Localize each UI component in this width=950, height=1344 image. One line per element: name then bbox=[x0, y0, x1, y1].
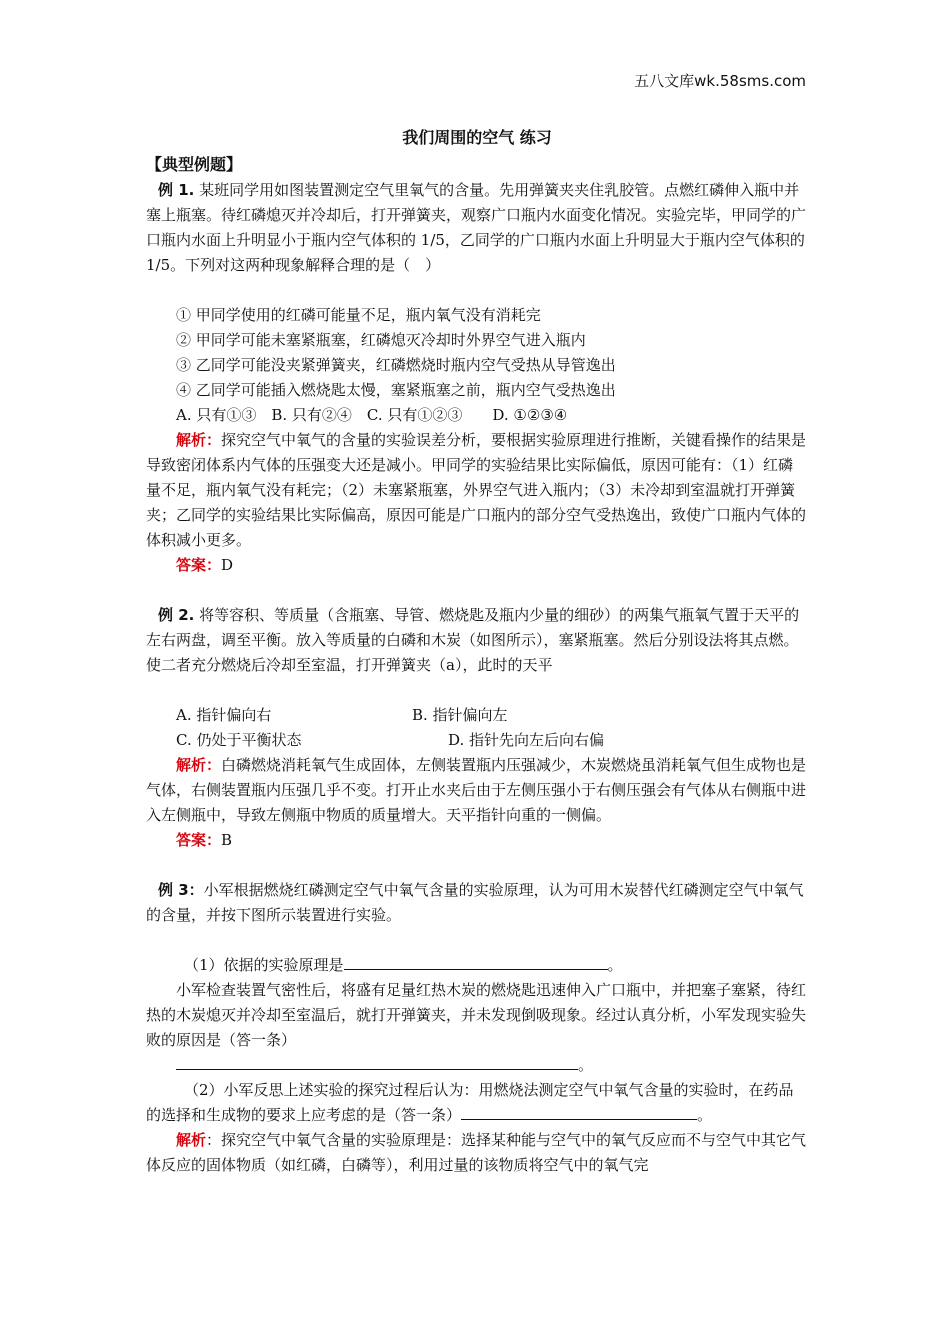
q1-options: A. 只有①③ B. 只有②④ C. 只有①②③ D. ①②③④ bbox=[176, 406, 568, 424]
q2-option-d: D. 指针先向左后向右偏 bbox=[448, 731, 605, 749]
q2-options-row bbox=[146, 728, 808, 753]
q3-part2: （2）小军反思上述实验的探究过程后认为：用燃烧法测定空气中氧气含量的实验时，在药品的选择和生成物的要求上应考虑的是（答一条） 。 bbox=[146, 1081, 794, 1124]
q2-option-b: B. 指针偏向左 bbox=[412, 706, 508, 724]
document-content bbox=[146, 124, 808, 1178]
q1-label: 例 1. bbox=[158, 181, 195, 199]
q3-blank-1[interactable] bbox=[344, 953, 608, 970]
section-heading: 【典型例题】 bbox=[146, 155, 243, 174]
q1-item: ① 甲同学使用的红磷可能量不足，瓶内氧气没有消耗完 bbox=[176, 306, 541, 324]
q3-blank-2[interactable] bbox=[176, 1053, 578, 1070]
q3-analysis: 解析：探究空气中氧气含量的实验原理是：选择某种能与空气中的氧气反应而不与空气中其它气体反应的固体物质（如红磷，白磷等），利用过量的该物质将空气中的氧气完 bbox=[146, 1131, 807, 1174]
q3-part1: （1）依据的实验原理是 。 bbox=[146, 953, 808, 978]
q3-blank-3[interactable] bbox=[461, 1103, 697, 1120]
q2-options-row bbox=[146, 703, 808, 728]
q2-answer: 答案：B bbox=[176, 831, 233, 849]
q1-item: ③ 乙同学可能没夹紧弹簧夹，红磷燃烧时瓶内空气受热从导管逸出 bbox=[176, 356, 616, 374]
q3-blank-2-line: 。 bbox=[146, 1053, 808, 1078]
page-title: 我们周围的空气 练习 bbox=[402, 128, 552, 147]
q2-option-c: C. 仍处于平衡状态 bbox=[176, 731, 302, 749]
q3-label: 例 3： bbox=[158, 881, 204, 899]
q2-option-a: A. 指针偏向右 bbox=[176, 706, 272, 724]
q3-part1-detail: 小军检查装置气密性后，将盛有足量红热木炭的燃烧匙迅速伸入广口瓶中，并把塞子塞紧，待红热的木炭熄灭并冷却至室温后，就打开弹簧夹，并未发现倒吸现象。经过认真分析，小军发现实验失败的原因是（答一条） bbox=[146, 981, 807, 1049]
q3-stem: 例 3：小军根据燃烧红磷测定空气中氧气含量的实验原理，认为可用木炭替代红磷测定空气中氧气的含量，并按下图所示装置进行实验。 bbox=[146, 881, 804, 924]
q1-answer: 答案：D bbox=[176, 556, 234, 574]
site-header: 五八文库wk.58sms.com bbox=[634, 72, 806, 90]
q2-label: 例 2. bbox=[158, 606, 195, 624]
q1-item: ② 甲同学可能未塞紧瓶塞，红磷熄灭冷却时外界空气进入瓶内 bbox=[176, 331, 586, 349]
q1-analysis: 解析：探究空气中氧气的含量的实验误差分析，要根据实验原理进行推断，关键看操作的结果是导致密闭体系内气体的压强变大还是减小。甲同学的实验结果比实际偏低，原因可能有：（1）红磷量不足，瓶内氧气没有耗完；（2）未塞紧瓶塞，外界空气进入瓶内；（3）未冷却到室温就打开弹簧夹；乙同学的实验结果比实际偏高，原因可能是广口瓶内的部分空气受热逸出，致使广口瓶内气体的体积减小更多。 bbox=[146, 431, 807, 549]
q2-stem: 例 2. 将等容积、等质量（含瓶塞、导管、燃烧匙及瓶内少量的细砂）的两集气瓶氧气置于天平的左右两盘，调至平衡。放入等质量的白磷和木炭（如图所示），塞紧瓶塞。然后分别设法将其点燃。使二者充分燃烧后冷却至室温，打开弹簧夹（a），此时的天平 bbox=[146, 606, 800, 674]
q2-analysis: 解析：白磷燃烧消耗氧气生成固体，左侧装置瓶内压强减少，木炭燃烧虽消耗氧气但生成物也是气体，右侧装置瓶内压强几乎不变。打开止水夹后由于左侧压强小于右侧压强会有气体从右侧瓶中进入左侧瓶中，导致左侧瓶中物质的质量增大。天平指针向重的一侧偏。 bbox=[146, 756, 807, 824]
q1-stem: 例 1. 某班同学用如图装置测定空气里氧气的含量。先用弹簧夹夹住乳胶管。点燃红磷伸入瓶中并塞上瓶塞。待红磷熄灭并冷却后，打开弹簧夹，观察广口瓶内水面变化情况。实验完毕，甲同学的广口瓶内水面上升明显小于瓶内空气体积的 1/5，乙同学的广口瓶内水面上升明显大于瓶内空气体积的 1/5。下列对这两种现象解释合理的是（ ） bbox=[146, 181, 807, 274]
q1-item: ④ 乙同学可能插入燃烧匙太慢，塞紧瓶塞之前，瓶内空气受热逸出 bbox=[176, 381, 616, 399]
